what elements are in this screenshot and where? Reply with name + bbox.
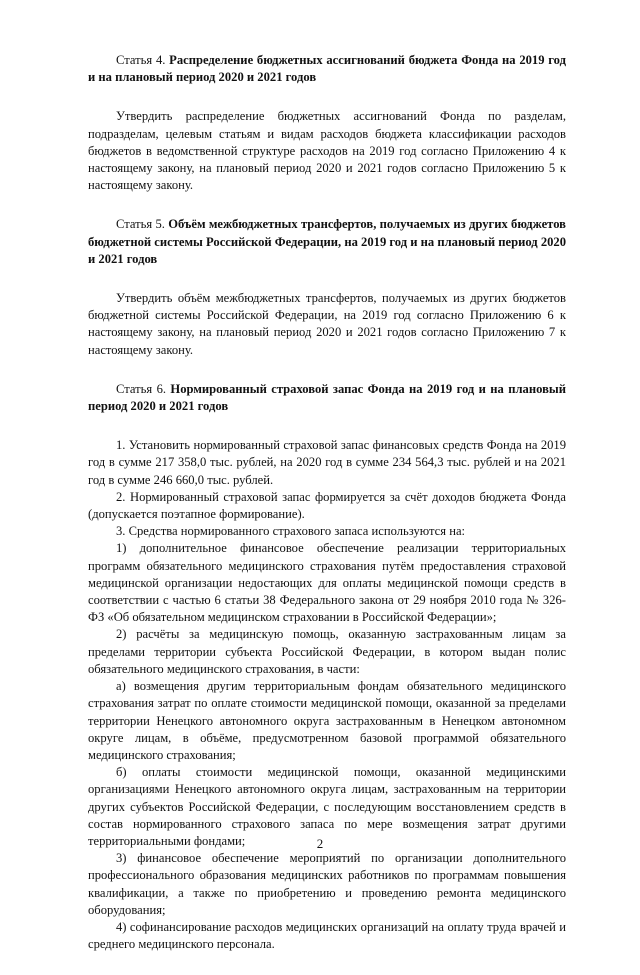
article-5 xyxy=(88,216,566,358)
paragraph: 2) расчёты за медицинскую помощь, оказанную застрахованным лицам за пределами территории субъекта Российской Федерации, в котором выдан полис обязательного медицинского страхования, в части: xyxy=(88,627,566,676)
paragraph: 1) дополнительное финансовое обеспечение реализации территориальных программ обязательного медицинского страхования путём предоставления страховой медицинской организации недостающих для оплаты медицинской помощи средств в соответствии с частью 6 статьи 38 Федерального закона от 29 ноября 2010 года № 326-ФЗ «Об обязательном медицинском страховании в Российской Федерации»; xyxy=(88,541,566,625)
article-heading xyxy=(88,52,566,86)
paragraph: 3. Средства нормированного страхового запаса используются на: xyxy=(116,524,466,539)
article-4 xyxy=(88,52,566,194)
paragraph: б) оплаты стоимости медицинской помощи, оказанной медицинскими организациями Ненецкого автономного округа лицам, застрахованным на территории других субъектов Российской Федерации, с последующим восстановлением средств в состав нормированного страхового запаса по мере возмещения затрат другими территориальными фондами; xyxy=(88,765,566,848)
article-heading xyxy=(88,381,566,415)
paragraph: 4) софинансирование расходов медицинских организаций на оплату труда врачей и среднего медицинского персонала. xyxy=(88,919,566,952)
article-prefix: Статья 4. xyxy=(116,53,166,67)
article-title: Нормированный страховой запас Фонда на 2019 год и на плановый период 2020 и 2021 годов xyxy=(88,381,566,414)
paragraph: Утвердить распределение бюджетных ассигнований Фонда по разделам, подразделам, целевым статьям и видам расходов бюджета классификации расходов бюджетов в ведомственной структуре расходов на 2019 год согласно Приложению 4 к настоящему закону, на плановый период 2020 и 2021 годов согласно Приложению 5 к настоящему закону. xyxy=(88,109,566,193)
article-prefix: Статья 6. xyxy=(116,381,167,396)
article-heading xyxy=(88,216,566,268)
paragraph: Утвердить объём межбюджетных трансфертов, получаемых из других бюджетов бюджетной системы Российской Федерации, на 2019 год согласно Приложению 6 к настоящему закону, на плановый период 2020 и 2021 годов согласно Приложению 7 к настоящему закону. xyxy=(88,291,566,357)
paragraph: 3) финансовое обеспечение мероприятий по организации дополнительного профессионального образования медицинских работников по программам повышения квалификации, а также по приобретению и проведению ремонта медицинского оборудования; xyxy=(88,851,566,917)
article-prefix: Статья 5. xyxy=(116,217,165,232)
paragraph: 2. Нормированный страховой запас формируется за счёт доходов бюджета Фонда (допускается поэтапное формирование). xyxy=(88,489,566,522)
page-number: 2 xyxy=(316,836,324,851)
article-title: Объём межбюджетных трансфертов, получаемых из других бюджетов бюджетной системы Российской Федерации, на 2019 год и на плановый период 2020 и 2021 годов xyxy=(88,217,567,266)
article-6 xyxy=(88,381,566,954)
paragraph: а) возмещения другим территориальным фондам обязательного медицинского страхования затрат по оплате стоимости медицинской помощи, оказанной за пределами территории Ненецкого автономного округа застрахованным в Ненецком автономном округе лицам, в объёме, предусмотренном базовой программой обязательного медицинского страхования; xyxy=(88,679,566,762)
paragraph: 1. Установить нормированный страховой запас финансовых средств Фонда на 2019 год в сумме 217 358,0 тыс. рублей, на 2020 год в сумме 234 564,3 тыс. рублей и на 2021 год в сумме 246 660,0 тыс. рублей. xyxy=(88,438,566,487)
article-title: Распределение бюджетных ассигнований бюджета Фонда на 2019 год и на плановый период 2020 и 2021 годов xyxy=(88,53,566,85)
